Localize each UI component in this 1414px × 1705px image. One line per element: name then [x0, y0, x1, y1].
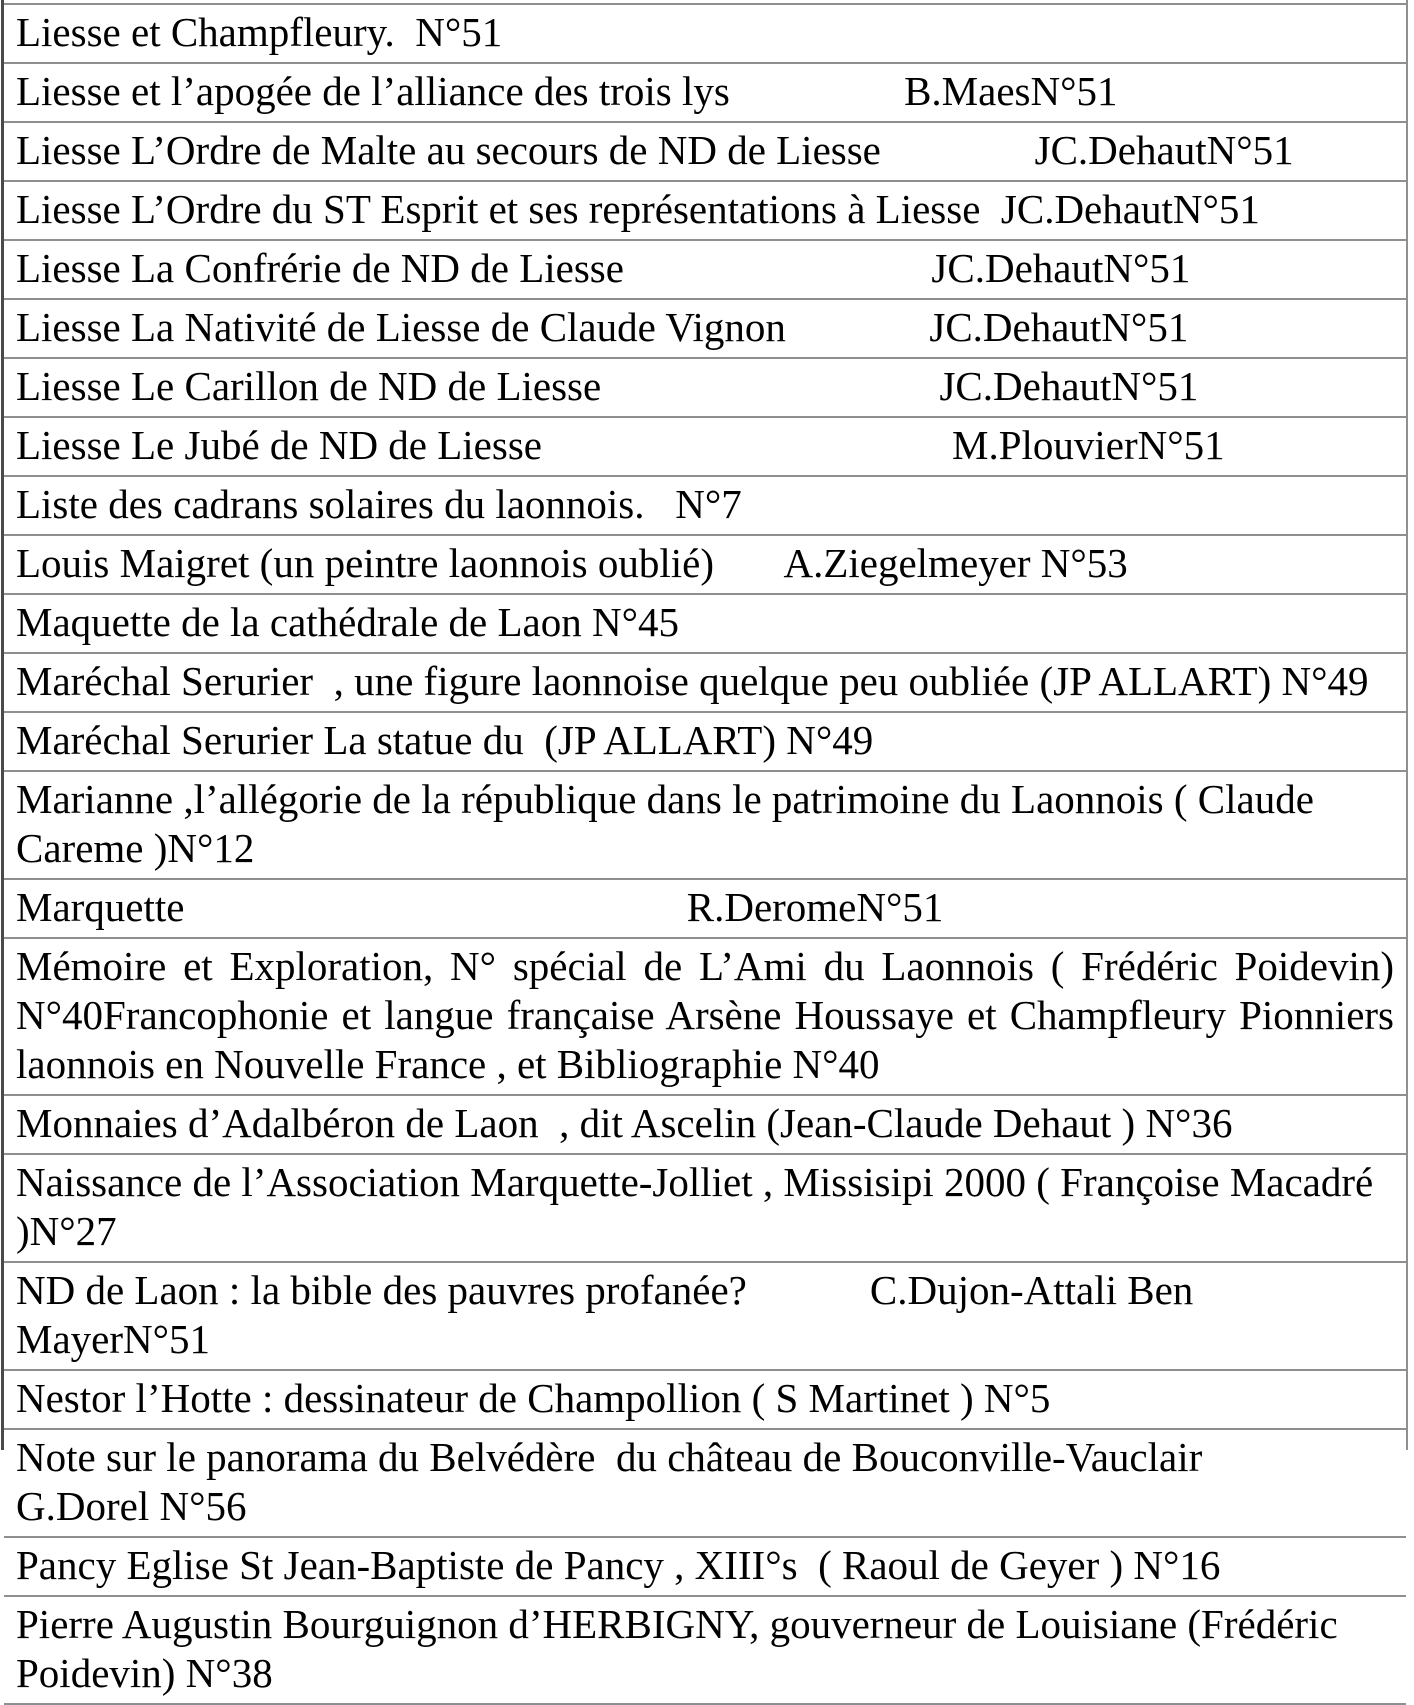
table-row: Liesse La Nativité de Liesse de Claude Vignon JC.DehautN°51: [4, 300, 1406, 359]
table-row: Maréchal Serurier La statue du (JP ALLART) N°49: [4, 713, 1406, 772]
table-row: Naissance de l’Association Marquette-Jolliet , Missisipi 2000 ( Françoise Macadré )N°27: [4, 1155, 1406, 1263]
table-row: Note sur le panorama du Belvédère du château de Bouconville-Vauclair G.Dorel N°56: [4, 1430, 1406, 1538]
table-row: Liesse Le Jubé de ND de Liesse M.PlouvierN°51: [4, 418, 1406, 477]
table-row: Pierre Augustin Bourguignon d’HERBIGNY, gouverneur de Louisiane (Frédéric Poidevin) N°38: [4, 1597, 1406, 1705]
table-row: Liste des cadrans solaires du laonnois. N°7: [4, 477, 1406, 536]
table-row: Marianne ,l’allégorie de la république dans le patrimoine du Laonnois ( Claude Careme )N°12: [4, 772, 1406, 880]
table-row: Maquette de la cathédrale de Laon N°45: [4, 595, 1406, 654]
table-row: Marquette R.DeromeN°51: [4, 880, 1406, 939]
table-row: Mémoire et Exploration, N° spécial de L’Ami du Laonnois ( Frédéric Poidevin) N°40Francophonie et langue française Arsène Houssaye et Champfleury Pionniers laonnois en Nouvelle France , et Bibliographie N°40: [4, 939, 1406, 1096]
document-sheet: [1, 0, 1408, 1696]
table-row: Liesse et Champfleury. N°51: [4, 5, 1406, 64]
table-row: Nestor l’Hotte : dessinateur de Champollion ( S Martinet ) N°5: [4, 1371, 1406, 1430]
table-row: ND de Laon : la bible des pauvres profanée? C.Dujon-Attali Ben MayerN°51: [4, 1263, 1406, 1371]
table-row: Liesse et l’apogée de l’alliance des trois lys B.MaesN°51: [4, 64, 1406, 123]
table-row: Monnaies d’Adalbéron de Laon , dit Ascelin (Jean-Claude Dehaut ) N°36: [4, 1096, 1406, 1155]
table-row: Liesse L’Ordre de Malte au secours de ND de Liesse JC.DehautN°51: [4, 123, 1406, 182]
table-row: Liesse La Confrérie de ND de Liesse JC.DehautN°51: [4, 241, 1406, 300]
table-row: Pancy Eglise St Jean-Baptiste de Pancy , XIII°s ( Raoul de Geyer ) N°16: [4, 1538, 1406, 1597]
table-row: Liesse Le Carillon de ND de Liesse JC.DehautN°51: [4, 359, 1406, 418]
table-row: Maréchal Serurier , une figure laonnoise quelque peu oubliée (JP ALLART) N°49: [4, 654, 1406, 713]
table-row: Louis Maigret (un peintre laonnois oublié) A.Ziegelmeyer N°53: [4, 536, 1406, 595]
table-row: Liesse L’Ordre du ST Esprit et ses représentations à Liesse JC.DehautN°51: [4, 182, 1406, 241]
